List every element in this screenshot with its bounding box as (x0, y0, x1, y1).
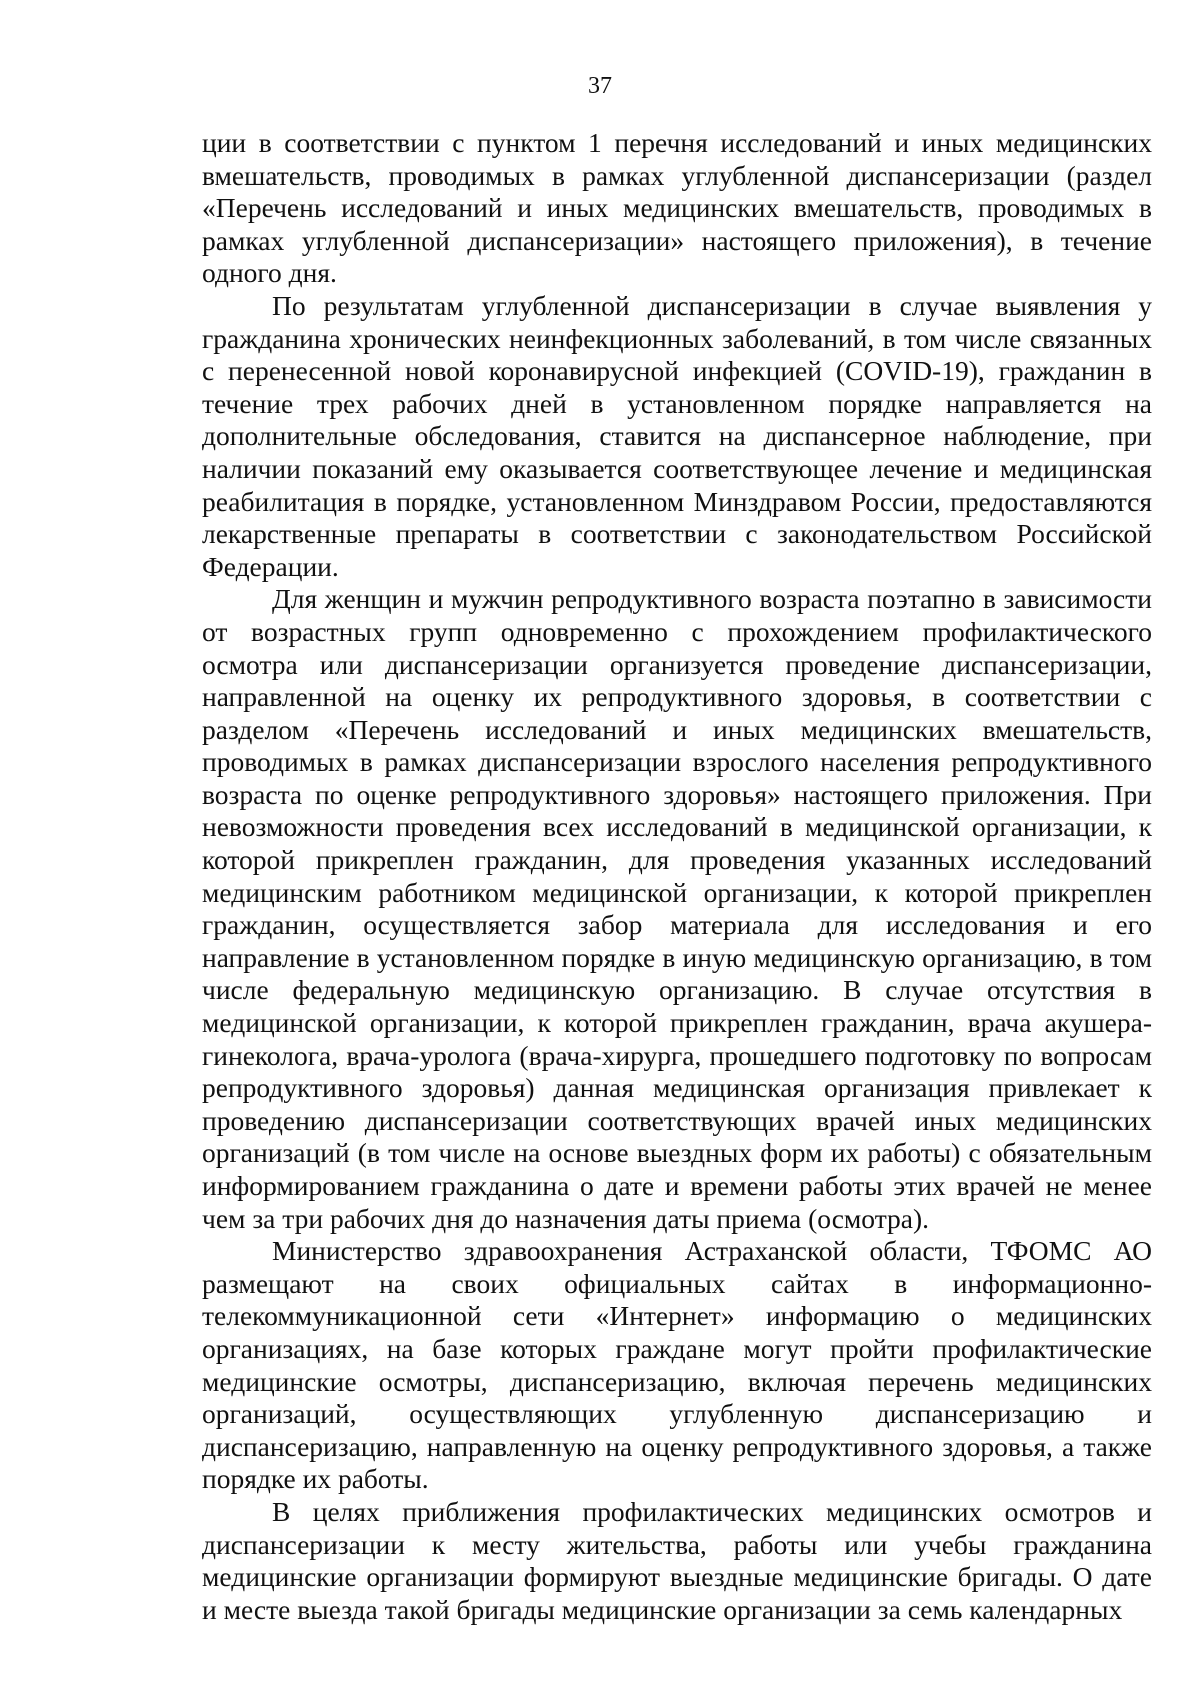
paragraph-deep-screening-results: По результатам углубленной диспансеризации в случае выявления у гражданина хронических неинфекционных заболеваний, в том числе связанных с перенесенной новой коронавирусной инфекцией (COVID-19), гражданин в течение трех рабочих дней в установленном порядке направляется на дополнительные обследования, ставится на диспансерное наблюдение, при наличии показаний ему оказывается соответствующее лечение и медицинская реабилитация в порядке, установленном Минздравом России, предоставляются лекарственные препараты в соответствии с законодательством Российской Федерации. (202, 289, 1152, 582)
page-number: 37 (588, 73, 612, 99)
paragraph-ministry-publication: Министерство здравоохранения Астраханской области, ТФОМС АО размещают на своих официальных сайтах в информационно-телекоммуникационной сети «Интернет» информацию о медицинских организациях, на базе которых граждане могут пройти профилактические медицинские осмотры, диспансеризацию, включая перечень медицинских организаций, осуществляющих углубленную диспансеризацию и диспансеризацию, направленную на оценку репродуктивного здоровья, а также порядке их работы. (202, 1235, 1152, 1495)
document-body (202, 127, 1152, 1626)
paragraph-reproductive-health: Для женщин и мужчин репродуктивного возраста поэтапно в зависимости от возрастных групп одновременно с прохождением профилактического осмотра или диспансеризации организуется проведение диспансеризации, направленной на оценку их репродуктивного здоровья, в соответствии с разделом «Перечень исследований и иных медицинских вмешательств, проводимых в рамках диспансеризации взрослого населения репродуктивного возраста по оценке репродуктивного здоровья» настоящего приложения. При невозможности проведения всех исследований в медицинской организации, к которой прикреплен гражданин, для проведения указанных исследований медицинским работником медицинской организации, к которой прикреплен гражданин, осуществляется забор материала для исследования и его направление в установленном порядке в иную медицинскую организацию, в том числе федеральную медицинскую организацию. В случае отсутствия в медицинской организации, к которой прикреплен гражданин, врача акушера-гинеколога, врача-уролога (врача-хирурга, прошедшего подготовку по вопросам репродуктивного здоровья) данная медицинская организация привлекает к проведению диспансеризации соответствующих врачей иных медицинских организаций (в том числе на основе выездных форм их работы) с обязательным информированием гражданина о дате и времени работы этих врачей не менее чем за три рабочих дня до назначения даты приема (осмотра). (202, 583, 1152, 1234)
paragraph-mobile-teams: В целях приближения профилактических медицинских осмотров и диспансеризации к месту жительства, работы или учебы гражданина медицинские организации формируют выездные медицинские бригады. О дате и месте выезда такой бригады медицинские организации за семь календарных (202, 1495, 1152, 1625)
paragraph-continuation: ции в соответствии с пунктом 1 перечня исследований и иных медицинских вмешательств, проводимых в рамках углубленной диспансеризации (раздел «Перечень исследований и иных медицинских вмешательств, проводимых в рамках углубленной диспансеризации» настоящего приложения), в течение одного дня. (202, 127, 1152, 289)
